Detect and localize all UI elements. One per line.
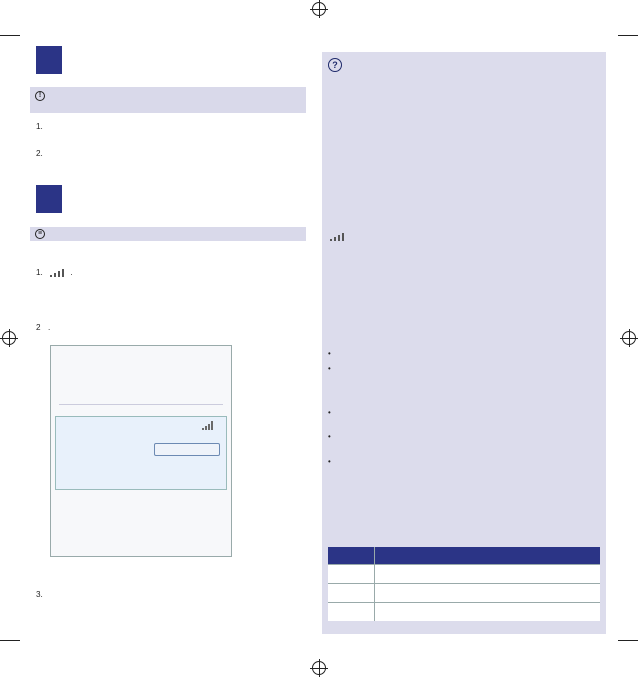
group-label [59,404,223,407]
registration-mark-icon [2,331,16,345]
wireless-off-win8 [328,231,606,243]
registration-mark-icon [312,661,326,675]
description-cell [375,603,601,622]
table-row [328,584,600,603]
wifi-tray-icon [328,233,348,241]
status-cell [328,565,375,584]
signal-strength-icon [202,421,216,430]
status-cell [328,584,375,603]
registration-mark-icon [312,2,326,16]
status-column-header [328,547,375,565]
connect-step-1: . [48,267,310,279]
connect-button[interactable] [154,443,220,456]
light-status-table [328,547,600,621]
crop-mark [618,35,638,36]
selected-network[interactable] [55,416,227,490]
crop-mark [618,640,638,641]
important-note [30,87,306,113]
connect-step-2: . [48,323,51,332]
table-row [328,565,600,584]
step-number: 2. [36,149,43,158]
wireless-network-popup [50,345,232,557]
section-number-2 [36,185,62,213]
happening-column-header [375,547,601,565]
question-icon: ? [328,58,342,72]
info-icon: ! [35,91,45,101]
crop-mark [0,35,20,36]
step-number: 1. [36,268,43,277]
description-cell [375,584,601,603]
step-number: 1. [36,122,43,131]
crop-mark [0,640,20,641]
table-row [328,603,600,622]
section-number-1 [36,46,62,74]
description-cell [375,565,601,584]
status-cell [328,603,375,622]
registration-mark-icon [622,331,636,345]
note-icon: ≡ [35,229,45,239]
step-number: 3. [36,590,43,599]
builtin-wireless-note [30,227,306,241]
wifi-tray-icon [48,269,68,277]
step-number: 2 [36,323,41,332]
connection-help-title [328,56,345,73]
